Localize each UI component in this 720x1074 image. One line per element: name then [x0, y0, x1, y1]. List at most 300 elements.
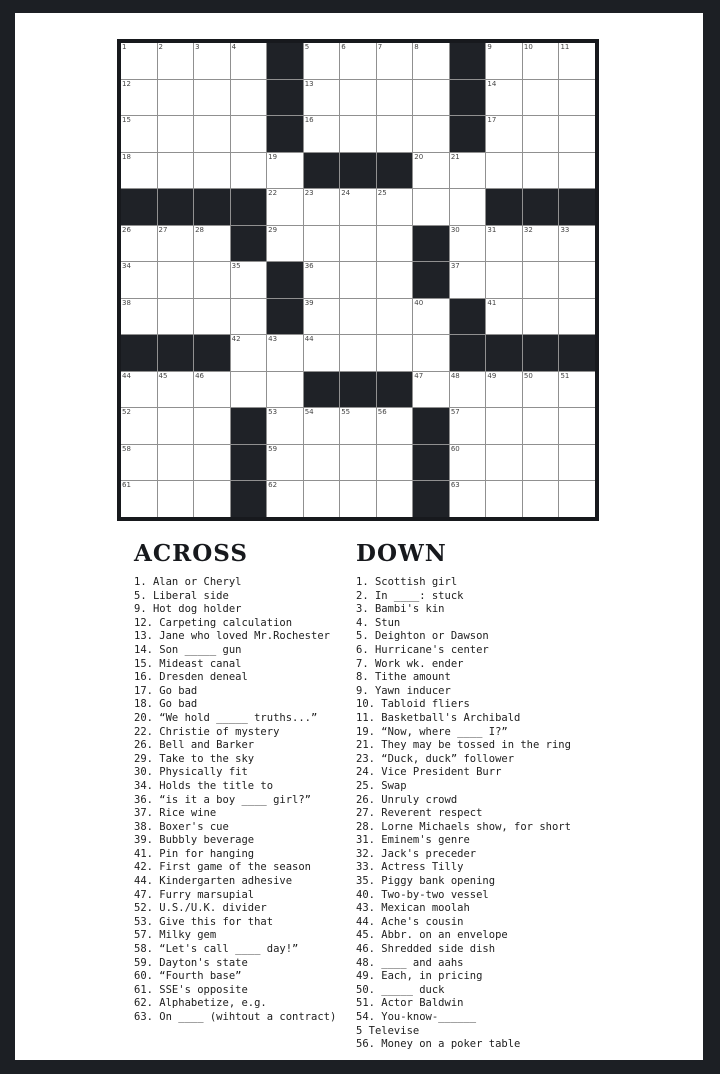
- clue-line: 45. Abbr. on an envelope: [356, 929, 508, 942]
- grid-cell: [121, 408, 157, 444]
- grid-cell-black: [231, 481, 267, 517]
- clue-line: 8. Tithe amount: [356, 671, 451, 684]
- grid-cell-black: [450, 299, 486, 335]
- grid-cell: [194, 153, 230, 189]
- grid-cell: [158, 226, 194, 262]
- grid-cell: [486, 153, 522, 189]
- clue-line: 12. Carpeting calculation: [134, 616, 293, 629]
- clue-line: 39. Bubbly beverage: [134, 834, 255, 847]
- clue-line: 49. Each, in pricing: [356, 970, 483, 983]
- grid-cell-black: [304, 153, 340, 189]
- grid-cell-black: [486, 189, 522, 225]
- clue-line: 44. Kindergarten adhesive: [134, 875, 293, 888]
- grid-cell: [194, 80, 230, 116]
- grid-cell: [267, 189, 303, 225]
- grid-cell: [377, 408, 413, 444]
- cell-number: 11: [560, 43, 570, 51]
- clue-line: 9. Yawn inducer: [356, 684, 451, 697]
- clue-line: 20. “We hold _____ truths...”: [134, 711, 318, 724]
- grid-cell: [413, 372, 449, 408]
- grid-cell: [340, 445, 376, 481]
- grid-cell-black: [267, 262, 303, 298]
- grid-cell: [121, 80, 157, 116]
- grid-cell: [486, 372, 522, 408]
- grid-cell: [377, 262, 413, 298]
- grid-cell: [267, 445, 303, 481]
- grid-cell: [413, 335, 449, 371]
- across-clues-section: [134, 542, 336, 1025]
- grid-cell: [121, 116, 157, 152]
- cell-number: 59: [268, 444, 278, 453]
- clue-line: 53. Give this for that: [134, 915, 274, 928]
- grid-cell: [559, 43, 595, 79]
- grid-cell-black: [267, 116, 303, 152]
- grid-cell: [340, 408, 376, 444]
- clue-line: 29. Take to the sky: [134, 752, 255, 765]
- grid-cell: [304, 189, 340, 225]
- grid-cell-black: [121, 189, 157, 225]
- grid-cell-black: [450, 43, 486, 79]
- grid-cell: [340, 226, 376, 262]
- clue-line: 21. They may be tossed in the ring: [356, 739, 571, 752]
- clue-line: 11. Basketball's Archibald: [356, 711, 521, 724]
- cell-number: 34: [122, 262, 131, 271]
- grid-cell-black: [413, 481, 449, 517]
- clue-line: 19. “Now, where ____ I?”: [356, 725, 508, 738]
- grid-cell: [158, 116, 194, 152]
- down-clues-section: [356, 542, 571, 1052]
- grid-cell: [340, 189, 376, 225]
- cell-number: 56: [377, 408, 387, 417]
- grid-cell-black: [486, 335, 522, 371]
- cell-number: 25: [377, 189, 387, 198]
- grid-cell: [158, 153, 194, 189]
- grid-cell: [304, 80, 340, 116]
- clue-line: 37. Rice wine: [134, 807, 217, 820]
- clue-line: 63. On ____ (wihtout a contract): [134, 1011, 337, 1023]
- grid-cell: [121, 299, 157, 335]
- cell-number: 23: [304, 189, 314, 198]
- clue-line: 22. Christie of mystery: [134, 725, 280, 738]
- grid-cell: [450, 226, 486, 262]
- grid-cell-black: [413, 262, 449, 298]
- clue-line: 27. Reverent respect: [356, 807, 483, 820]
- clue-line: 5. Liberal side: [134, 589, 229, 602]
- grid-cell: [304, 445, 340, 481]
- cell-number: 35: [231, 262, 241, 271]
- cell-number: 62: [268, 481, 278, 490]
- clue-line: 33. Actress Tilly: [356, 861, 464, 874]
- clue-line: 6. Hurricane's center: [356, 643, 489, 656]
- grid-cell: [304, 226, 340, 262]
- cell-number: 13: [304, 79, 314, 88]
- grid-cell: [231, 80, 267, 116]
- down-header: DOWN: [356, 540, 447, 567]
- clue-line: 28. Lorne Michaels show, for short: [356, 820, 571, 833]
- grid-cell: [377, 481, 413, 517]
- clue-line: 15. Mideast canal: [134, 657, 242, 670]
- grid-cell: [340, 262, 376, 298]
- cell-number: 8: [414, 43, 419, 51]
- grid-cell: [231, 153, 267, 189]
- clue-line: 26. Unruly crowd: [356, 793, 458, 806]
- grid-cell-black: [304, 372, 340, 408]
- grid-cell: [158, 445, 194, 481]
- grid-cell: [377, 80, 413, 116]
- grid-cell: [194, 481, 230, 517]
- clue-line: 51. Actor Baldwin: [356, 997, 464, 1010]
- grid-cell: [450, 481, 486, 517]
- cell-number: 16: [304, 116, 314, 125]
- grid-cell: [559, 299, 595, 335]
- grid-cell-black: [158, 335, 194, 371]
- grid-cell: [377, 445, 413, 481]
- grid-cell: [559, 481, 595, 517]
- grid-cell: [267, 408, 303, 444]
- clue-line: 62. Alphabetize, e.g.: [134, 997, 267, 1010]
- grid-cell: [523, 262, 559, 298]
- grid-cell: [559, 445, 595, 481]
- grid-cell: [413, 43, 449, 79]
- grid-cell: [231, 299, 267, 335]
- grid-cell: [559, 153, 595, 189]
- cell-number: 22: [268, 189, 278, 198]
- grid-cell: [158, 299, 194, 335]
- grid-cell: [267, 226, 303, 262]
- grid-cell: [121, 262, 157, 298]
- cell-number: 61: [122, 481, 131, 490]
- grid-cell: [121, 372, 157, 408]
- grid-cell: [194, 299, 230, 335]
- cell-number: 14: [487, 79, 497, 88]
- grid-cell-black: [523, 189, 559, 225]
- grid-cell: [194, 372, 230, 408]
- cell-number: 49: [487, 371, 497, 380]
- cell-number: 32: [523, 225, 533, 234]
- cell-number: 2: [158, 43, 163, 51]
- grid-cell: [121, 226, 157, 262]
- grid-cell: [194, 445, 230, 481]
- grid-cell: [194, 262, 230, 298]
- cell-number: 20: [414, 152, 424, 161]
- grid-cell: [413, 116, 449, 152]
- cell-number: 46: [195, 371, 204, 380]
- grid-cell-black: [377, 153, 413, 189]
- grid-cell: [304, 43, 340, 79]
- cell-number: 42: [231, 335, 241, 344]
- grid-cell: [559, 80, 595, 116]
- clue-line: 4. Stun: [356, 616, 401, 629]
- cell-number: 50: [523, 371, 533, 380]
- grid-cell: [194, 226, 230, 262]
- grid-cell: [267, 335, 303, 371]
- clue-line: 18. Go bad: [134, 698, 198, 711]
- clue-line: 1. Scottish girl: [356, 576, 458, 588]
- clue-line: 58. “Let's call ____ day!”: [134, 943, 299, 956]
- grid-cell: [486, 116, 522, 152]
- grid-cell: [231, 43, 267, 79]
- clue-line: 10. Tabloid fliers: [356, 698, 470, 711]
- grid-cell: [559, 226, 595, 262]
- grid-cell: [486, 43, 522, 79]
- grid-cell: [340, 116, 376, 152]
- clue-line: 32. Jack's preceder: [356, 847, 477, 860]
- grid-cell: [340, 80, 376, 116]
- grid-cell: [158, 408, 194, 444]
- cell-number: 57: [450, 408, 460, 417]
- clue-line: 25. Swap: [356, 779, 407, 792]
- clue-line: 26. Bell and Barker: [134, 739, 255, 752]
- clue-line: 31. Eminem's genre: [356, 834, 470, 847]
- crossword-grid: [117, 39, 599, 521]
- cell-number: 6: [341, 43, 346, 51]
- grid-cell-black: [231, 189, 267, 225]
- cell-number: 3: [195, 43, 200, 51]
- cell-number: 37: [450, 262, 460, 271]
- cell-number: 36: [304, 262, 314, 271]
- cell-number: 52: [122, 408, 131, 417]
- clue-line: 60. “Fourth base”: [134, 970, 242, 983]
- grid-cell: [377, 43, 413, 79]
- clue-line: 59. Dayton's state: [134, 956, 248, 969]
- cell-number: 48: [450, 371, 460, 380]
- grid-cell: [340, 481, 376, 517]
- grid-cell-black: [559, 189, 595, 225]
- grid-cell: [121, 481, 157, 517]
- grid-cell-black: [523, 335, 559, 371]
- clue-line: 43. Mexican moolah: [356, 902, 470, 915]
- grid-cell: [121, 43, 157, 79]
- grid-cell: [523, 116, 559, 152]
- grid-cell: [158, 43, 194, 79]
- clue-line: 13. Jane who loved Mr.Rochester: [134, 630, 330, 643]
- clue-line: 24. Vice President Burr: [356, 766, 502, 779]
- grid-cell: [231, 372, 267, 408]
- cell-number: 39: [304, 298, 314, 307]
- cell-number: 5: [304, 43, 310, 51]
- grid-cell: [194, 43, 230, 79]
- grid-cell-black: [413, 408, 449, 444]
- cell-number: 43: [268, 335, 278, 344]
- across-header: ACROSS: [134, 540, 249, 567]
- grid-cell: [194, 408, 230, 444]
- clue-line: 56. Money on a poker table: [356, 1038, 521, 1051]
- clue-line: 23. “Duck, duck” follower: [356, 752, 515, 765]
- grid-cell: [377, 299, 413, 335]
- cell-number: 21: [450, 152, 460, 161]
- cell-number: 45: [158, 371, 168, 380]
- grid-cell: [231, 262, 267, 298]
- cell-number: 58: [122, 444, 131, 453]
- cell-number: 1: [122, 43, 127, 51]
- cell-number: 15: [122, 116, 131, 125]
- grid-cell-black: [340, 153, 376, 189]
- cell-number: 24: [341, 189, 351, 198]
- clue-line: 5. Deighton or Dawson: [356, 630, 489, 643]
- clue-line: 40. Two-by-two vessel: [356, 888, 489, 901]
- cell-number: 19: [268, 152, 278, 161]
- clue-line: 7. Work wk. ender: [356, 657, 464, 670]
- grid-cell: [267, 153, 303, 189]
- cell-number: 18: [122, 152, 131, 161]
- cell-number: 63: [450, 481, 460, 490]
- clue-line: 30. Physically fit: [134, 766, 248, 779]
- cell-number: 51: [560, 371, 570, 380]
- grid-cell-black: [231, 408, 267, 444]
- grid-cell: [194, 116, 230, 152]
- grid-cell-black: [267, 299, 303, 335]
- clue-line: 1. Alan or Cheryl: [134, 576, 242, 588]
- cell-number: 26: [122, 225, 131, 234]
- grid-cell: [450, 408, 486, 444]
- clue-line: 57. Milky gem: [134, 929, 217, 942]
- grid-cell-black: [267, 43, 303, 79]
- cell-number: 10: [523, 43, 533, 51]
- grid-cell: [304, 262, 340, 298]
- cell-number: 55: [341, 408, 351, 417]
- clue-line: 41. Pin for hanging: [134, 847, 255, 860]
- grid-cell: [523, 408, 559, 444]
- cell-number: 44: [304, 335, 314, 344]
- grid-cell: [304, 481, 340, 517]
- grid-cell: [450, 189, 486, 225]
- clue-line: 36. “is it a boy ____ girl?”: [134, 793, 312, 806]
- grid-cell-black: [450, 335, 486, 371]
- grid-cell: [158, 262, 194, 298]
- grid-cell: [450, 445, 486, 481]
- grid-cell-black: [413, 226, 449, 262]
- clue-line: 5 Televise: [356, 1024, 420, 1037]
- grid-cell: [559, 262, 595, 298]
- cell-number: 12: [122, 79, 131, 88]
- grid-cell-black: [267, 80, 303, 116]
- grid-cell: [559, 408, 595, 444]
- grid-cell-black: [340, 372, 376, 408]
- cell-number: 4: [231, 43, 237, 51]
- clue-line: 9. Hot dog holder: [134, 603, 242, 616]
- grid-cell: [523, 445, 559, 481]
- clue-line: 54. You-know-______: [356, 1011, 477, 1023]
- grid-cell-black: [377, 372, 413, 408]
- grid-cell: [158, 80, 194, 116]
- grid-cell: [486, 262, 522, 298]
- cell-number: 7: [377, 43, 383, 51]
- grid-cell: [304, 116, 340, 152]
- grid-cell: [231, 116, 267, 152]
- grid-cell: [450, 153, 486, 189]
- grid-cell-black: [450, 80, 486, 116]
- cell-number: 33: [560, 225, 570, 234]
- grid-cell: [121, 153, 157, 189]
- grid-cell: [267, 481, 303, 517]
- grid-cell: [304, 335, 340, 371]
- grid-cell: [413, 189, 449, 225]
- grid-cell: [486, 80, 522, 116]
- grid-cell-black: [158, 189, 194, 225]
- grid-cell: [121, 445, 157, 481]
- grid-cell-black: [194, 335, 230, 371]
- cell-number: 9: [487, 43, 492, 51]
- grid-cell: [231, 335, 267, 371]
- clue-line: 35. Piggy bank opening: [356, 875, 496, 888]
- grid-cell: [486, 299, 522, 335]
- cell-number: 54: [304, 408, 314, 417]
- grid-cell: [413, 80, 449, 116]
- clue-line: 34. Holds the title to: [134, 779, 274, 792]
- grid-cell: [304, 408, 340, 444]
- clue-line: 61. SSE's opposite: [134, 983, 248, 996]
- clue-line: 48. ____ and aahs: [356, 956, 464, 969]
- cell-number: 30: [450, 225, 460, 234]
- grid-cell: [523, 481, 559, 517]
- grid-cell: [267, 372, 303, 408]
- grid-cell: [450, 372, 486, 408]
- cell-number: 31: [487, 225, 497, 234]
- down-clue-list: [356, 576, 571, 1052]
- cell-number: 17: [487, 116, 497, 125]
- clue-line: 16. Dresden deneal: [134, 671, 248, 684]
- grid-cell-black: [559, 335, 595, 371]
- cell-number: 28: [195, 225, 204, 234]
- cell-number: 47: [414, 371, 424, 380]
- grid-cell: [413, 299, 449, 335]
- grid-cell: [486, 226, 522, 262]
- grid-cell: [523, 372, 559, 408]
- clue-line: 50. _____ duck: [356, 983, 445, 996]
- grid-cell: [486, 445, 522, 481]
- clue-line: 47. Furry marsupial: [134, 888, 255, 901]
- grid-cell: [450, 262, 486, 298]
- grid-cell: [377, 116, 413, 152]
- grid-cell: [559, 372, 595, 408]
- clue-line: 17. Go bad: [134, 684, 198, 697]
- clue-line: 3. Bambi's kin: [356, 603, 445, 616]
- grid-cell-black: [121, 335, 157, 371]
- grid-cell: [377, 335, 413, 371]
- cell-number: 40: [414, 298, 424, 307]
- across-clue-list: [134, 576, 336, 1025]
- grid-cell-black: [231, 226, 267, 262]
- grid-cell: [413, 153, 449, 189]
- puzzle-page: [15, 13, 703, 1060]
- grid-cell: [523, 80, 559, 116]
- clue-line: 14. Son _____ gun: [134, 643, 242, 656]
- grid-cell: [377, 189, 413, 225]
- grid-cell: [523, 226, 559, 262]
- clue-line: 2. In ____: stuck: [356, 589, 464, 602]
- grid-cell: [523, 153, 559, 189]
- grid-cell: [340, 335, 376, 371]
- cell-number: 38: [122, 298, 131, 307]
- grid-cell-black: [450, 116, 486, 152]
- grid-cell-black: [231, 445, 267, 481]
- grid-cell: [158, 481, 194, 517]
- clue-line: 38. Boxer's cue: [134, 820, 229, 833]
- grid-cell: [340, 299, 376, 335]
- cell-number: 27: [158, 225, 168, 234]
- cell-number: 41: [487, 298, 497, 307]
- grid-cell-black: [413, 445, 449, 481]
- grid-cell: [304, 299, 340, 335]
- clue-line: 46. Shredded side dish: [356, 943, 496, 956]
- grid-cell: [486, 408, 522, 444]
- clue-line: 42. First game of the season: [134, 861, 312, 874]
- grid-cell: [559, 116, 595, 152]
- clue-line: 52. U.S./U.K. divider: [134, 902, 267, 915]
- grid-cell: [340, 43, 376, 79]
- grid-cell: [486, 481, 522, 517]
- cell-number: 53: [268, 408, 278, 417]
